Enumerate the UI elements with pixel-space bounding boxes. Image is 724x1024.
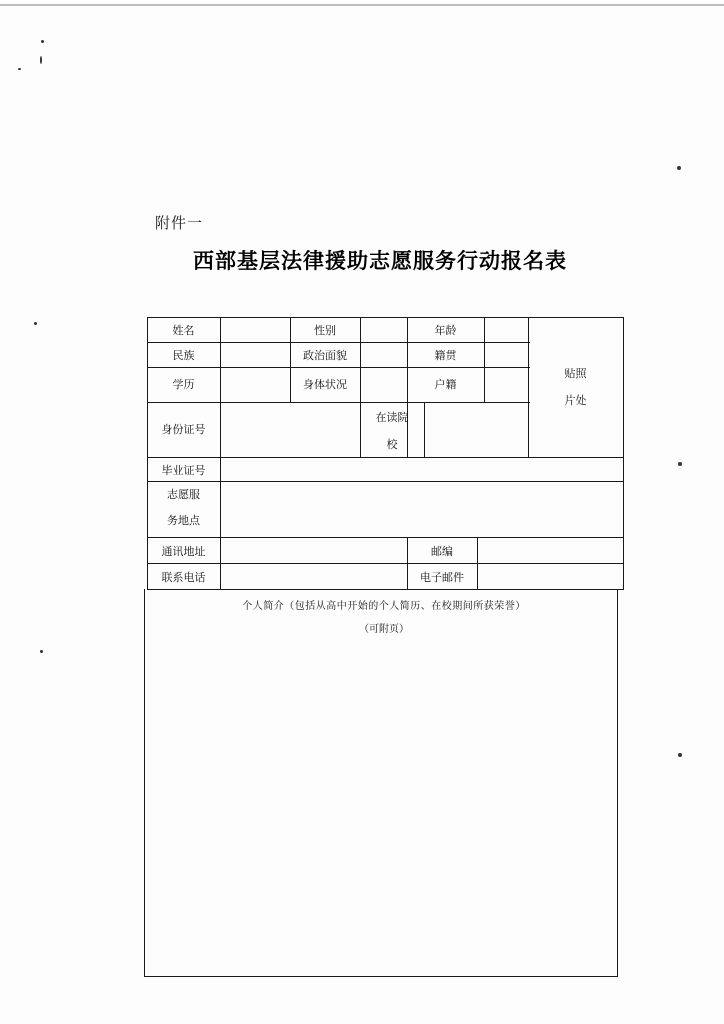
phone-label: 联系电话 xyxy=(161,571,206,584)
photo-label-line2: 片处 xyxy=(564,394,587,407)
row-divider xyxy=(147,481,624,482)
scan-speck xyxy=(678,462,682,466)
column-divider xyxy=(484,317,485,402)
school-label-line1: 在读院 xyxy=(375,411,409,424)
education-label: 学历 xyxy=(172,378,195,391)
personal-intro-heading: 个人简介（包括从高中开始的个人简历、在校期间所获荣誉） xyxy=(242,601,526,612)
column-divider xyxy=(528,317,529,457)
household-registration-label: 户籍 xyxy=(434,378,457,391)
row-divider xyxy=(147,367,530,368)
scan-speck xyxy=(41,40,44,43)
scan-speck xyxy=(678,753,682,757)
column-divider xyxy=(360,317,361,402)
column-divider xyxy=(477,537,478,589)
scan-speck xyxy=(40,650,43,653)
personal-intro-note: （可附页） xyxy=(359,624,409,635)
table-border-left-lower xyxy=(144,589,145,977)
id-number-label: 身份证号 xyxy=(161,423,206,436)
attachment-label: 附件一 xyxy=(155,214,204,232)
address-label: 通讯地址 xyxy=(161,545,206,558)
registration-form-table xyxy=(144,317,624,977)
row-divider xyxy=(147,402,530,403)
table-border-right xyxy=(623,317,624,589)
form-title: 西部基层法律援助志愿服务行动报名表 xyxy=(193,248,567,273)
ethnicity-label: 民族 xyxy=(172,349,195,362)
row-divider xyxy=(147,342,530,343)
gender-label: 性别 xyxy=(314,324,336,337)
row-divider xyxy=(147,537,624,538)
service-place-label-line1: 志愿服 xyxy=(167,488,200,501)
postcode-label: 邮编 xyxy=(431,545,453,558)
photo-label-line1: 贴照 xyxy=(564,367,587,380)
health-label: 身体状况 xyxy=(303,378,347,391)
scan-edge xyxy=(0,4,724,6)
scan-speck xyxy=(677,166,681,170)
row-divider xyxy=(147,589,624,590)
column-divider xyxy=(220,317,221,589)
table-border-bottom xyxy=(144,976,618,977)
email-label: 电子邮件 xyxy=(420,571,464,584)
native-place-label: 籍贯 xyxy=(434,349,457,362)
name-label: 姓名 xyxy=(172,324,195,337)
graduation-cert-label: 毕业证号 xyxy=(161,464,206,477)
column-divider xyxy=(424,402,425,457)
table-border-top xyxy=(147,317,624,318)
row-divider xyxy=(147,563,624,564)
row-divider xyxy=(147,457,624,458)
service-place-label-line2: 务地点 xyxy=(167,514,200,527)
scan-speck xyxy=(18,68,21,70)
table-border-right-lower xyxy=(617,589,618,977)
age-label: 年龄 xyxy=(434,324,457,337)
political-status-label: 政治面貌 xyxy=(303,349,347,362)
school-label-line2: 校 xyxy=(386,438,398,451)
scan-speck xyxy=(34,322,37,325)
scan-speck xyxy=(40,56,42,64)
